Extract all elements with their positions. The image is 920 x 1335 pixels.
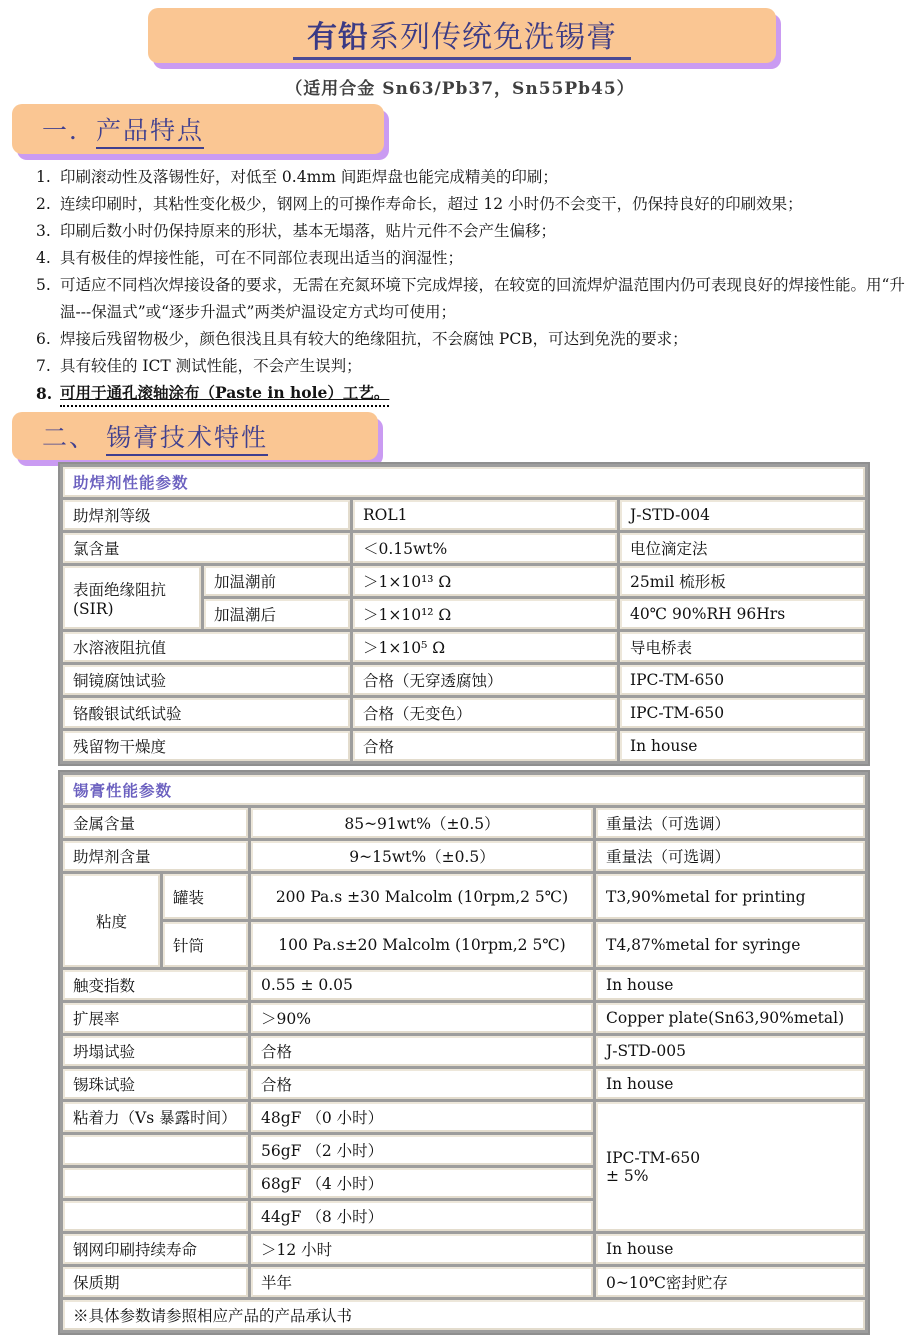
table-row [63, 632, 865, 662]
param-value-cell: 85~91wt%（±0.5） [251, 808, 593, 838]
sir-label-line1: 表面绝缘阻抗 [73, 580, 167, 599]
test-method-cell: IPC-TM-650 [620, 698, 865, 728]
item-number: 5. [36, 276, 51, 294]
test-method-cell: Copper plate(Sn63,90%metal) [596, 1003, 865, 1033]
param-label-cell: 扩展率 [63, 1003, 248, 1033]
param-value-cell: 半年 [251, 1267, 593, 1297]
list-item [30, 326, 908, 353]
param-value-cell: ROL1 [353, 500, 617, 530]
list-item [30, 272, 908, 326]
table-title-row [63, 467, 865, 497]
param-value-cell: 48gF （0 小时） [251, 1102, 593, 1132]
table-title-row [63, 775, 865, 805]
item-number: 2. [36, 195, 51, 213]
table-row [63, 808, 865, 838]
page-subtitle: （适用合金 Sn63/Pb37，Sn55Pb45） [285, 79, 635, 99]
param-label-cell: 粘度 [63, 874, 160, 967]
empty-label-cell [63, 1201, 248, 1231]
param-value-cell: ＞12 小时 [251, 1234, 593, 1264]
param-label-cell: 金属含量 [63, 808, 248, 838]
item-number: 4. [36, 249, 51, 267]
param-value-cell: 9~15wt%（±0.5） [251, 841, 593, 871]
table-row [63, 731, 865, 761]
param-label-cell: 钢网印刷持续寿命 [63, 1234, 248, 1264]
item-number: 3. [36, 222, 51, 240]
param-sublabel-cell: 针筒 [163, 922, 248, 967]
section2-title: 锡膏技术特性 [106, 423, 268, 456]
list-item [30, 164, 908, 191]
test-method-cell: T3,90%metal for printing [596, 874, 865, 919]
table-row [63, 566, 865, 596]
paste-table [58, 770, 870, 1335]
item-text-underlined: 可用于通孔滚轴涂布（Paste in hole）工艺。 [60, 382, 389, 407]
test-method-cell: 0~10℃密封贮存 [596, 1267, 865, 1297]
param-value-cell: ＞1×10¹² Ω [353, 599, 617, 629]
empty-label-cell [63, 1135, 248, 1165]
item-number: 1. [36, 168, 51, 186]
page-title-bold: 有铅 [307, 19, 369, 55]
param-label-cell: 保质期 [63, 1267, 248, 1297]
table-row [63, 1003, 865, 1033]
item-text: 印刷后数小时仍保持原来的形状，基本无塌落，贴片元件不会产生偏移； [60, 222, 557, 240]
table-row [63, 1267, 865, 1297]
param-sublabel-cell: 加温潮前 [204, 566, 350, 596]
param-label-cell: 锡珠试验 [63, 1069, 248, 1099]
test-method-cell [596, 1102, 865, 1231]
param-value-cell: 合格（无穿透腐蚀） [353, 665, 617, 695]
param-value-cell: 200 Pa.s ±30 Malcolm (10rpm,2 5℃) [251, 874, 593, 919]
param-label-cell [63, 566, 201, 629]
param-sublabel-cell: 加温潮后 [204, 599, 350, 629]
test-method-cell: 电位滴定法 [620, 533, 865, 563]
test-method-cell: 导电桥表 [620, 632, 865, 662]
section1-prefix: 一． [42, 116, 97, 145]
feature-list [30, 164, 908, 407]
param-label-cell: 触变指数 [63, 970, 248, 1000]
param-sublabel-cell: 罐装 [163, 874, 248, 919]
item-text: 具有较佳的 ICT 测试性能，不会产生误判； [60, 357, 362, 375]
param-value-cell: 合格 [353, 731, 617, 761]
test-method-cell: In house [596, 970, 865, 1000]
test-method-cell: In house [620, 731, 865, 761]
paste-table-title: 锡膏性能参数 [63, 775, 865, 805]
param-value-cell: ＜0.15wt% [353, 533, 617, 563]
test-method-cell: J-STD-004 [620, 500, 865, 530]
table-row [63, 1102, 865, 1132]
item-text [60, 380, 908, 407]
test-method-cell: 25mil 梳形板 [620, 566, 865, 596]
table-row [63, 500, 865, 530]
tables-wrap [58, 462, 870, 1335]
section1-banner [12, 104, 384, 154]
param-label-cell: 水溶液阻抗值 [63, 632, 350, 662]
list-item [30, 353, 908, 380]
item-number: 6. [36, 330, 51, 348]
param-value-cell: 合格 [251, 1036, 593, 1066]
item-number: 7. [36, 357, 51, 375]
page-title [293, 12, 631, 60]
table-row [63, 665, 865, 695]
list-item [30, 245, 908, 272]
test-method-cell: 重量法（可选调） [596, 808, 865, 838]
param-value-cell: ＞90% [251, 1003, 593, 1033]
section1-title: 产品特点 [96, 116, 204, 149]
page-title-rest: 系列传统免洗锡膏 [369, 19, 617, 55]
flux-table-title: 助焊剂性能参数 [63, 467, 865, 497]
test-method-cell: 重量法（可选调） [596, 841, 865, 871]
tack-method-line1: IPC-TM-650 [606, 1148, 701, 1167]
test-method-cell: T4,87%metal for syringe [596, 922, 865, 967]
flux-table [58, 462, 870, 766]
test-method-cell: J-STD-005 [596, 1036, 865, 1066]
section1-heading [42, 111, 204, 147]
item-text: 印刷滚动性及落锡性好，对低至 0.4mm 间距焊盘也能完成精美的印刷； [60, 168, 558, 186]
table-footnote-row [63, 1300, 865, 1330]
section2-heading [42, 418, 268, 454]
table-row [63, 970, 865, 1000]
empty-label-cell [63, 1168, 248, 1198]
param-label-cell: 坍塌试验 [63, 1036, 248, 1066]
footnote-cell: ※具体参数请参照相应产品的产品承认书 [63, 1300, 865, 1330]
param-value-cell: 100 Pa.s±20 Malcolm (10rpm,2 5℃) [251, 922, 593, 967]
param-label-cell: 铜镜腐蚀试验 [63, 665, 350, 695]
table-row [63, 698, 865, 728]
param-value-cell: 56gF （2 小时） [251, 1135, 593, 1165]
param-value-cell: 0.55 ± 0.05 [251, 970, 593, 1000]
section2-prefix: 二、 [42, 423, 97, 452]
list-item [30, 218, 908, 245]
tack-method-line2: ± 5% [606, 1166, 649, 1185]
item-number: 8. [36, 384, 53, 403]
param-label-cell: 粘着力（Vs 暴露时间） [63, 1102, 248, 1132]
item-text: 连续印刷时，其粘性变化极少，钢网上的可操作寿命长，超过 12 小时仍不会变干，仍保持良好的印刷效果； [60, 195, 803, 213]
test-method-cell: In house [596, 1069, 865, 1099]
table-row [63, 1234, 865, 1264]
section2-banner [12, 412, 378, 460]
param-value-cell: 68gF （4 小时） [251, 1168, 593, 1198]
item-text: 具有极佳的焊接性能，可在不同部位表现出适当的润湿性； [60, 249, 464, 267]
param-label-cell: 铬酸银试纸试验 [63, 698, 350, 728]
param-label-cell: 助焊剂含量 [63, 841, 248, 871]
test-method-cell: IPC-TM-650 [620, 665, 865, 695]
test-method-cell: 40℃ 90%RH 96Hrs [620, 599, 865, 629]
list-item [30, 191, 908, 218]
param-value-cell: 合格 [251, 1069, 593, 1099]
param-value-cell: ＞1×10⁵ Ω [353, 632, 617, 662]
item-text: 焊接后残留物极少，颜色很浅且具有较大的绝缘阻抗，不会腐蚀 PCB，可达到免洗的要求； [60, 330, 688, 348]
sir-label-line2: (SIR) [73, 599, 114, 618]
list-item [30, 380, 908, 407]
table-row [63, 1036, 865, 1066]
title-banner [148, 8, 776, 63]
param-value-cell: 44gF （8 小时） [251, 1201, 593, 1231]
param-value-cell: 合格（无变色） [353, 698, 617, 728]
table-row [63, 533, 865, 563]
test-method-cell: In house [596, 1234, 865, 1264]
table-row [63, 841, 865, 871]
item-text: 可适应不同档次焊接设备的要求，无需在充氮环境下完成焊接，在较宽的回流焊炉温范围内仍可表现良好的焊接性能。用“升温---保温式”或“逐步升温式”两类炉温设定方式均可使用； [60, 276, 905, 321]
param-value-cell: ＞1×10¹³ Ω [353, 566, 617, 596]
table-row [63, 1069, 865, 1099]
param-label-cell: 助焊剂等级 [63, 500, 350, 530]
table-row [63, 922, 865, 967]
param-label-cell: 氯含量 [63, 533, 350, 563]
param-label-cell: 残留物干燥度 [63, 731, 350, 761]
table-row [63, 874, 865, 919]
